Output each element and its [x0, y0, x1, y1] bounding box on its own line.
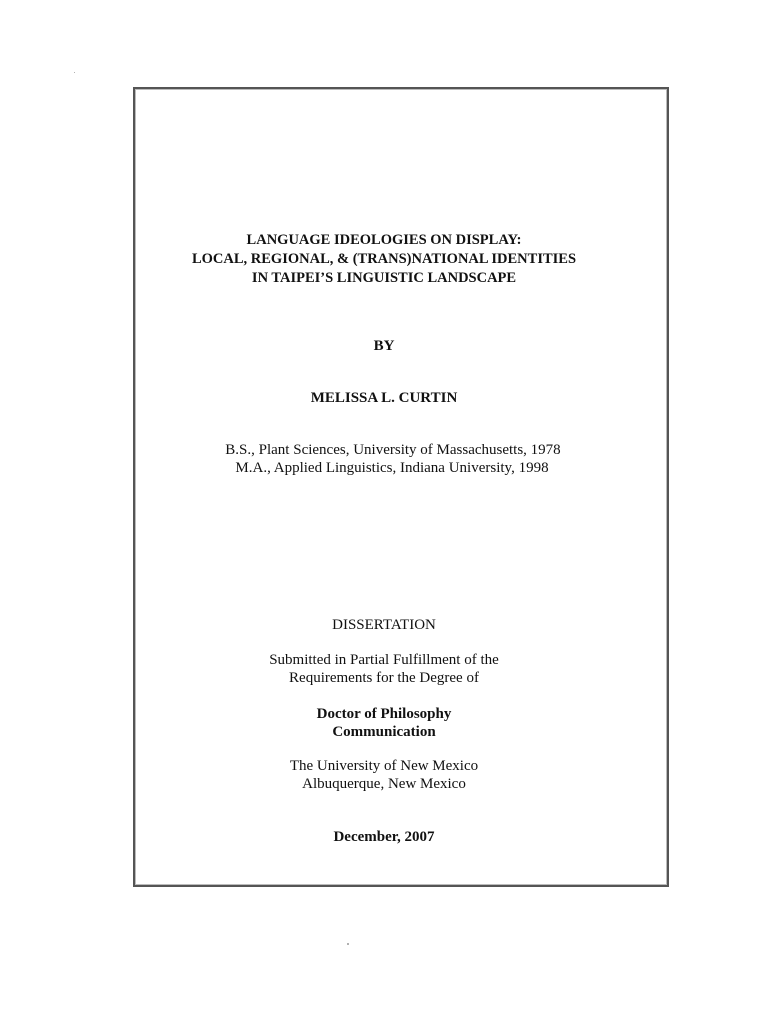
prior-degree-bs: B.S., Plant Sciences, University of Massachusetts, 1978 — [225, 442, 561, 458]
university-name: The University of New Mexico — [289, 758, 479, 774]
title-line-2: LOCAL, REGIONAL, & (TRANS)NATIONAL IDENTITIES — [191, 251, 577, 267]
scan-speck — [347, 943, 349, 945]
prior-degree-ma: M.A., Applied Linguistics, Indiana University, 1998 — [235, 460, 549, 476]
submission-date: December, 2007 — [333, 829, 435, 845]
document-type: DISSERTATION — [332, 617, 436, 633]
university-location: Albuquerque, New Mexico — [302, 776, 466, 792]
submission-line-1: Submitted in Partial Fulfillment of the — [269, 652, 499, 668]
author-name: MELISSA L. CURTIN — [310, 390, 458, 406]
title-line-1: LANGUAGE IDEOLOGIES ON DISPLAY: — [246, 232, 522, 248]
title-line-3: IN TAIPEI’S LINGUISTIC LANDSCAPE — [251, 270, 517, 286]
submission-line-2: Requirements for the Degree of — [289, 670, 479, 686]
degree-name: Doctor of Philosophy — [316, 706, 452, 722]
by-label: BY — [373, 338, 395, 354]
degree-field: Communication — [332, 724, 436, 740]
scan-speck — [74, 72, 75, 73]
